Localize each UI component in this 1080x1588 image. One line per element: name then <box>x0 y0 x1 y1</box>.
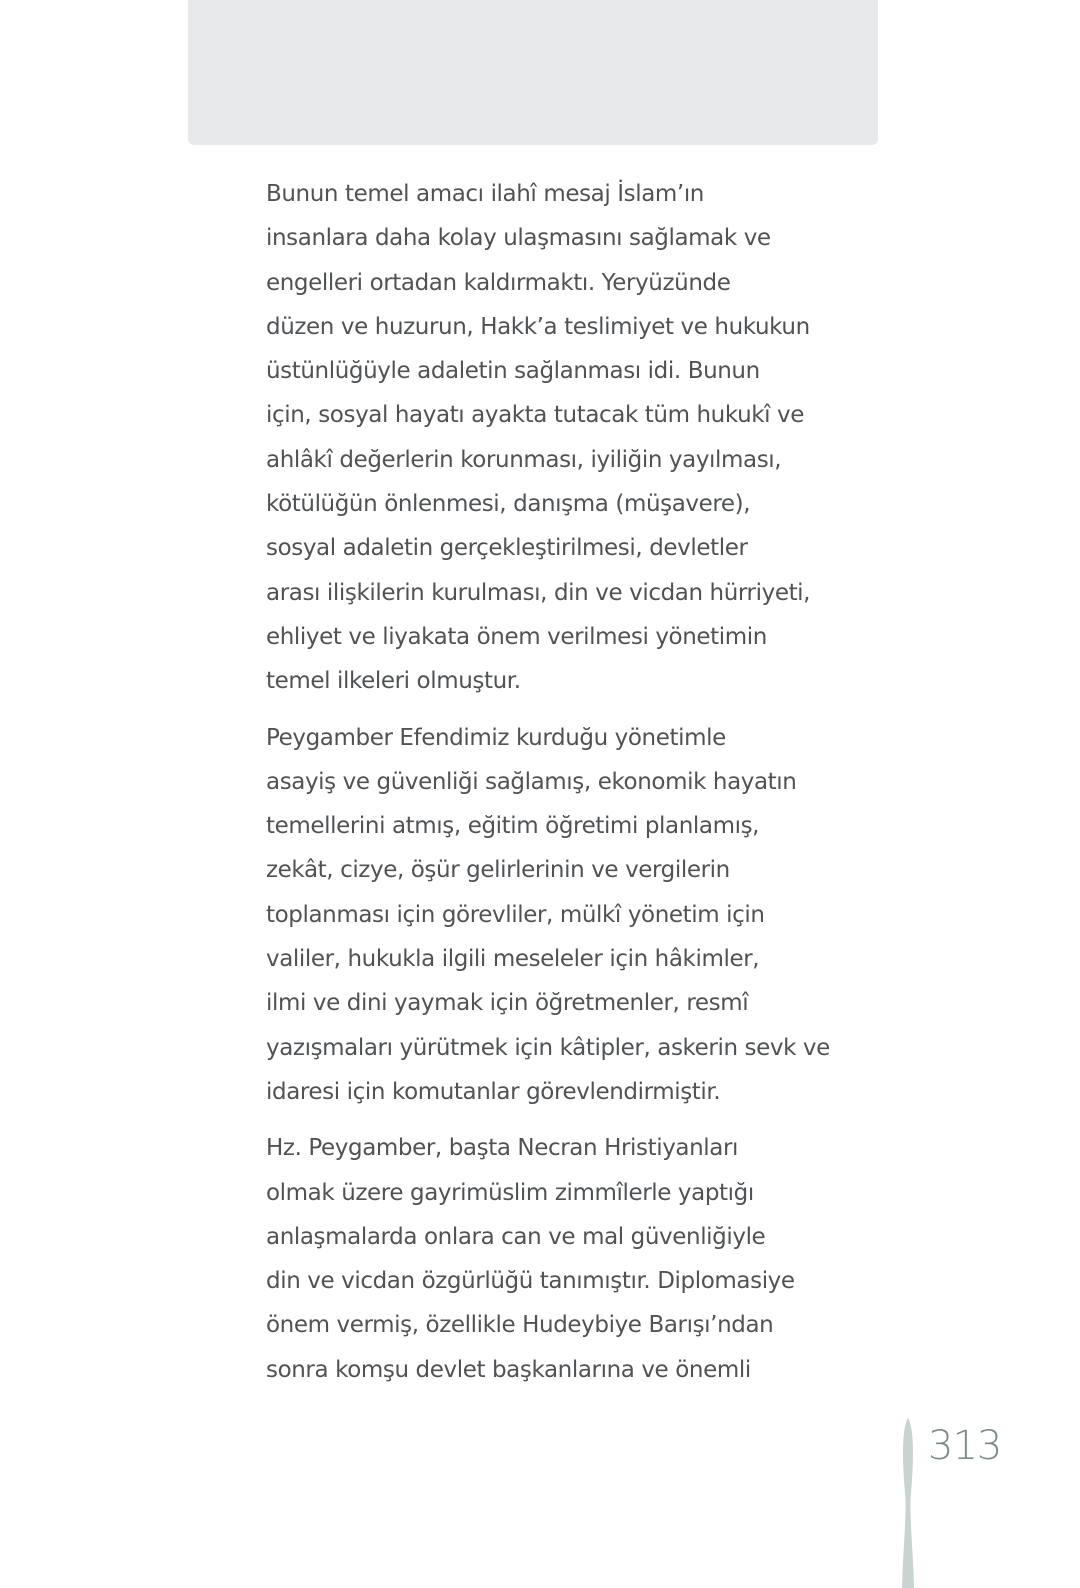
text-line: Bunun temel amacı ilahî mesaj İslam’ın <box>266 181 704 207</box>
text-line: önem vermiş, özellikle Hudeybiye Barışı’ndan <box>266 1312 774 1339</box>
body-text <box>266 172 830 1404</box>
text-line: arası ilişkilerin kurulması, din ve vicdan hürriyeti, <box>266 579 811 606</box>
text-line: zekât, cizye, öşür gelirlerinin ve vergilerin <box>266 857 730 884</box>
text-line: düzen ve huzurun, Hakk’a teslimiyet ve hukukun <box>266 313 810 340</box>
text-line: anlaşmalarda onlara can ve mal güvenliğiyle <box>266 1223 766 1250</box>
page-number: 313 <box>928 1423 1002 1469</box>
text-line: Peygamber Efendimiz kurduğu yönetimle <box>266 724 726 751</box>
text-line: sonra komşu devlet başkanlarına ve önemli <box>266 1356 751 1383</box>
paragraph-1 <box>266 172 826 704</box>
text-line: valiler, hukukla ilgili meseleler için hâkimler, <box>266 946 760 973</box>
text-line: olmak üzere gayrimüslim zimmîlerle yaptığı <box>266 1179 754 1206</box>
text-line: için, sosyal hayatı ayakta tutacak tüm hukukî ve <box>266 402 805 429</box>
text-line: engelleri ortadan kaldırmaktı. Yeryüzünde <box>266 269 731 296</box>
text-line: ehliyet ve liyakata önem verilmesi yönetimin <box>266 623 767 650</box>
text-line: yazışmaları yürütmek için kâtipler, askerin sevk ve <box>266 1034 830 1061</box>
text-line: din ve vicdan özgürlüğü tanımıştır. Diplomasiye <box>266 1268 795 1295</box>
text-line: Hz. Peygamber, başta Necran Hristiyanları <box>266 1135 739 1162</box>
header-placeholder-box <box>188 0 878 145</box>
text-line: toplanması için görevliler, mülkî yönetim için <box>266 901 765 928</box>
text-line: temel ilkeleri olmuştur. <box>266 668 521 695</box>
text-line: idaresi için komutanlar görevlendirmiştir. <box>266 1078 721 1105</box>
text-line: asayiş ve güvenliği sağlamış, ekonomik hayatın <box>266 768 797 795</box>
page-marker-ornament <box>898 1418 918 1588</box>
text-line: üstünlüğüyle adaletin sağlanması idi. Bunun <box>266 358 760 385</box>
text-line: kötülüğün önlenmesi, danışma (müşavere), <box>266 491 751 518</box>
text-line: insanlara daha kolay ulaşmasını sağlamak ve <box>266 225 771 252</box>
text-line: ilmi ve dini yaymak için öğretmenler, resmî <box>266 990 749 1017</box>
text-line: ahlâkî değerlerin korunması, iyiliğin yayılması, <box>266 446 782 473</box>
paragraph-2 <box>266 716 830 1115</box>
text-line: sosyal adaletin gerçekleştirilmesi, devletler <box>266 535 748 562</box>
paragraph-3 <box>266 1126 826 1392</box>
text-line: temellerini atmış, eğitim öğretimi planlamış, <box>266 813 760 840</box>
